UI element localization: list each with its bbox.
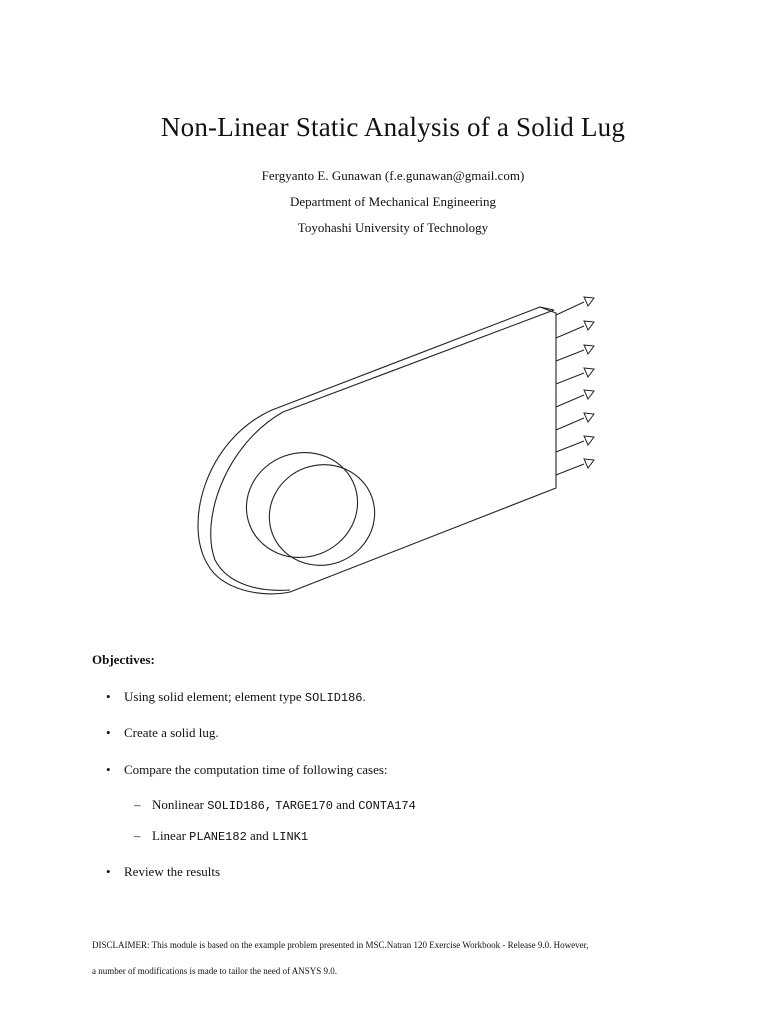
objective-subitem: – Nonlinear SOLID186, TARGE170 and CONTA174 [134,797,416,813]
lug-back-edge [272,307,556,592]
lug-front-face [198,410,290,594]
load-arrow [556,297,594,315]
bullet-mark: • [106,762,111,777]
load-arrow [556,459,594,475]
lug-thickness-curve [211,412,290,590]
paper-title: Non-Linear Static Analysis of a Solid Lug [160,112,626,142]
load-arrows [556,297,594,475]
university: Toyohashi University of Technology [297,220,489,235]
objective-subitem: – Linear PLANE182 and LINK1 [134,828,309,844]
objective-item: • Using solid element; element type SOLID186. [106,689,366,705]
dash-mark: – [134,797,141,812]
department: Department of Mechanical Engineering [289,194,497,209]
dash-mark: – [134,828,141,843]
disclaimer-line-1: DISCLAIMER: This module is based on the example problem presented in MSC.Natran 120 Exercise Workbook - Release 9.0. However, [92,940,589,950]
objective-item: • Create a solid lug. [106,725,219,740]
bullet-mark: • [106,864,111,879]
bullet-mark: • [106,689,111,704]
load-arrow [556,368,594,384]
bullet-mark: • [106,725,111,740]
load-arrow [556,321,594,338]
load-arrow [556,345,594,361]
load-arrow [556,436,594,452]
lug-hole-front [232,437,373,573]
disclaimer-line-2: a number of modifications is made to tailor the need of ANSYS 9.0. [92,966,337,976]
solid-lug-drawing [180,290,610,600]
lug-hole-back [255,450,389,580]
objective-item: • Compare the computation time of following cases: [106,762,388,777]
solid-lug-figure [180,290,610,600]
load-arrow [556,390,594,407]
load-arrow [556,413,594,430]
objective-item: • Review the results [106,864,221,879]
objectives-heading: Objectives: [92,652,155,667]
author: Fergyanto E. Gunawan (f.e.gunawan@gmail.com) [261,168,525,183]
lug-top-edge [283,310,554,412]
